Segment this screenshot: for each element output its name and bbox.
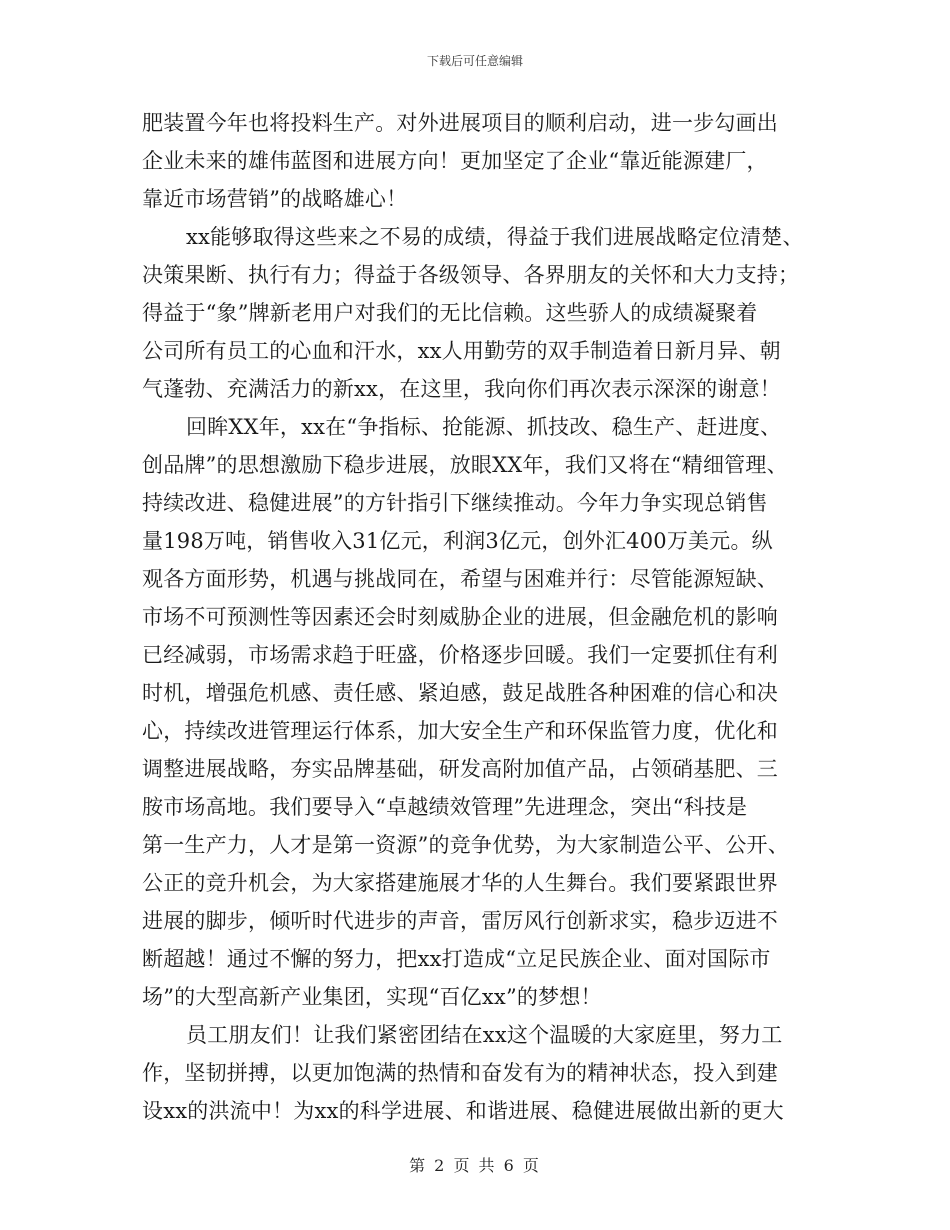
text-line: 创品牌”的思想激励下稳步进展，放眼XX年，我们又将在“精细管理、 xyxy=(142,453,788,477)
text-line: 靠近市场营销”的战略雄心！ xyxy=(142,187,408,211)
paragraph-first-line: 回眸XX年，xx在“争指标、抢能源、抓技改、稳生产、赶进度、 xyxy=(186,415,782,439)
text-line: 公正的竞升机会，为大家搭建施展才华的人生舞台。我们要紧跟世界 xyxy=(142,871,778,895)
text-line: 时机，增强危机感、责任感、紧迫感，鼓足战胜各种困难的信心和决 xyxy=(142,681,778,705)
text-line: 得益于“象”牌新老用户对我们的无比信赖。这些骄人的成绩凝聚着 xyxy=(142,301,758,325)
page-header: 下载后可任意编辑 xyxy=(426,54,523,68)
paragraph-first-line: xx能够取得这些来之不易的成绩，得益于我们进展战略定位清楚、 xyxy=(186,225,804,249)
text-line: 调整进展战略，夯实品牌基础，研发高附加值产品，占领硝基肥、三 xyxy=(142,757,778,781)
text-line: 心，持续改进管理运行体系，加大安全生产和环保监管力度，优化和 xyxy=(142,719,778,743)
paragraph-first-line: 员工朋友们！让我们紧密团结在xx这个温暖的大家庭里，努力工 xyxy=(186,1023,783,1047)
text-line: 持续改进、稳健进展”的方针指引下继续推动。今年力争实现总销售 xyxy=(142,491,768,515)
text-line: 观各方面形势，机遇与挑战同在，希望与困难并行：尽管能源短缺、 xyxy=(142,567,778,591)
text-line: 胺市场高地。我们要导入“卓越绩效管理”先进理念，突出“科技是 xyxy=(142,795,748,819)
text-line: 量198万吨，销售收入31亿元，利润3亿元，创外汇400万美元。纵 xyxy=(142,529,773,553)
text-line: 企业未来的雄伟蓝图和进展方向！更加坚定了企业“靠近能源建厂， xyxy=(142,149,768,173)
page-footer: 第 2 页 共 6 页 xyxy=(409,1156,541,1175)
text-line: 已经减弱，市场需求趋于旺盛，价格逐步回暖。我们一定要抓住有利 xyxy=(142,643,778,667)
text-line: 断超越！通过不懈的努力，把xx打造成“立足民族企业、面对国际市 xyxy=(142,947,771,971)
text-line: 气蓬勃、充满活力的新xx，在这里，我向你们再次表示深深的谢意！ xyxy=(142,377,781,401)
text-line: 作，坚韧拼搏，以更加饱满的热情和奋发有为的精神状态，投入到建 xyxy=(142,1061,778,1085)
text-line: 第一生产力，人才是第一资源”的竞争优势，为大家制造公平、公开、 xyxy=(142,833,789,857)
text-line: 设xx的洪流中！为xx的科学进展、和谐进展、稳健进展做出新的更大 xyxy=(142,1099,784,1123)
text-line: 进展的脚步，倾听时代进步的声音，雷厉风行创新求实，稳步迈进不 xyxy=(142,909,778,933)
text-line: 场”的大型高新产业集团，实现“百亿xx”的梦想！ xyxy=(142,985,602,1009)
text-line: 肥装置今年也将投料生产。对外进展项目的顺利启动，进一步勾画出 xyxy=(142,111,778,135)
text-line: 市场不可预测性等因素还会时刻威胁企业的进展，但金融危机的影响 xyxy=(142,605,778,629)
document-body xyxy=(142,104,810,1130)
text-line: 决策果断、执行有力；得益于各级领导、各界朋友的关怀和大力支持； xyxy=(142,263,800,287)
text-line: 公司所有员工的心血和汗水，xx人用勤劳的双手制造着日新月异、朝 xyxy=(142,339,781,363)
